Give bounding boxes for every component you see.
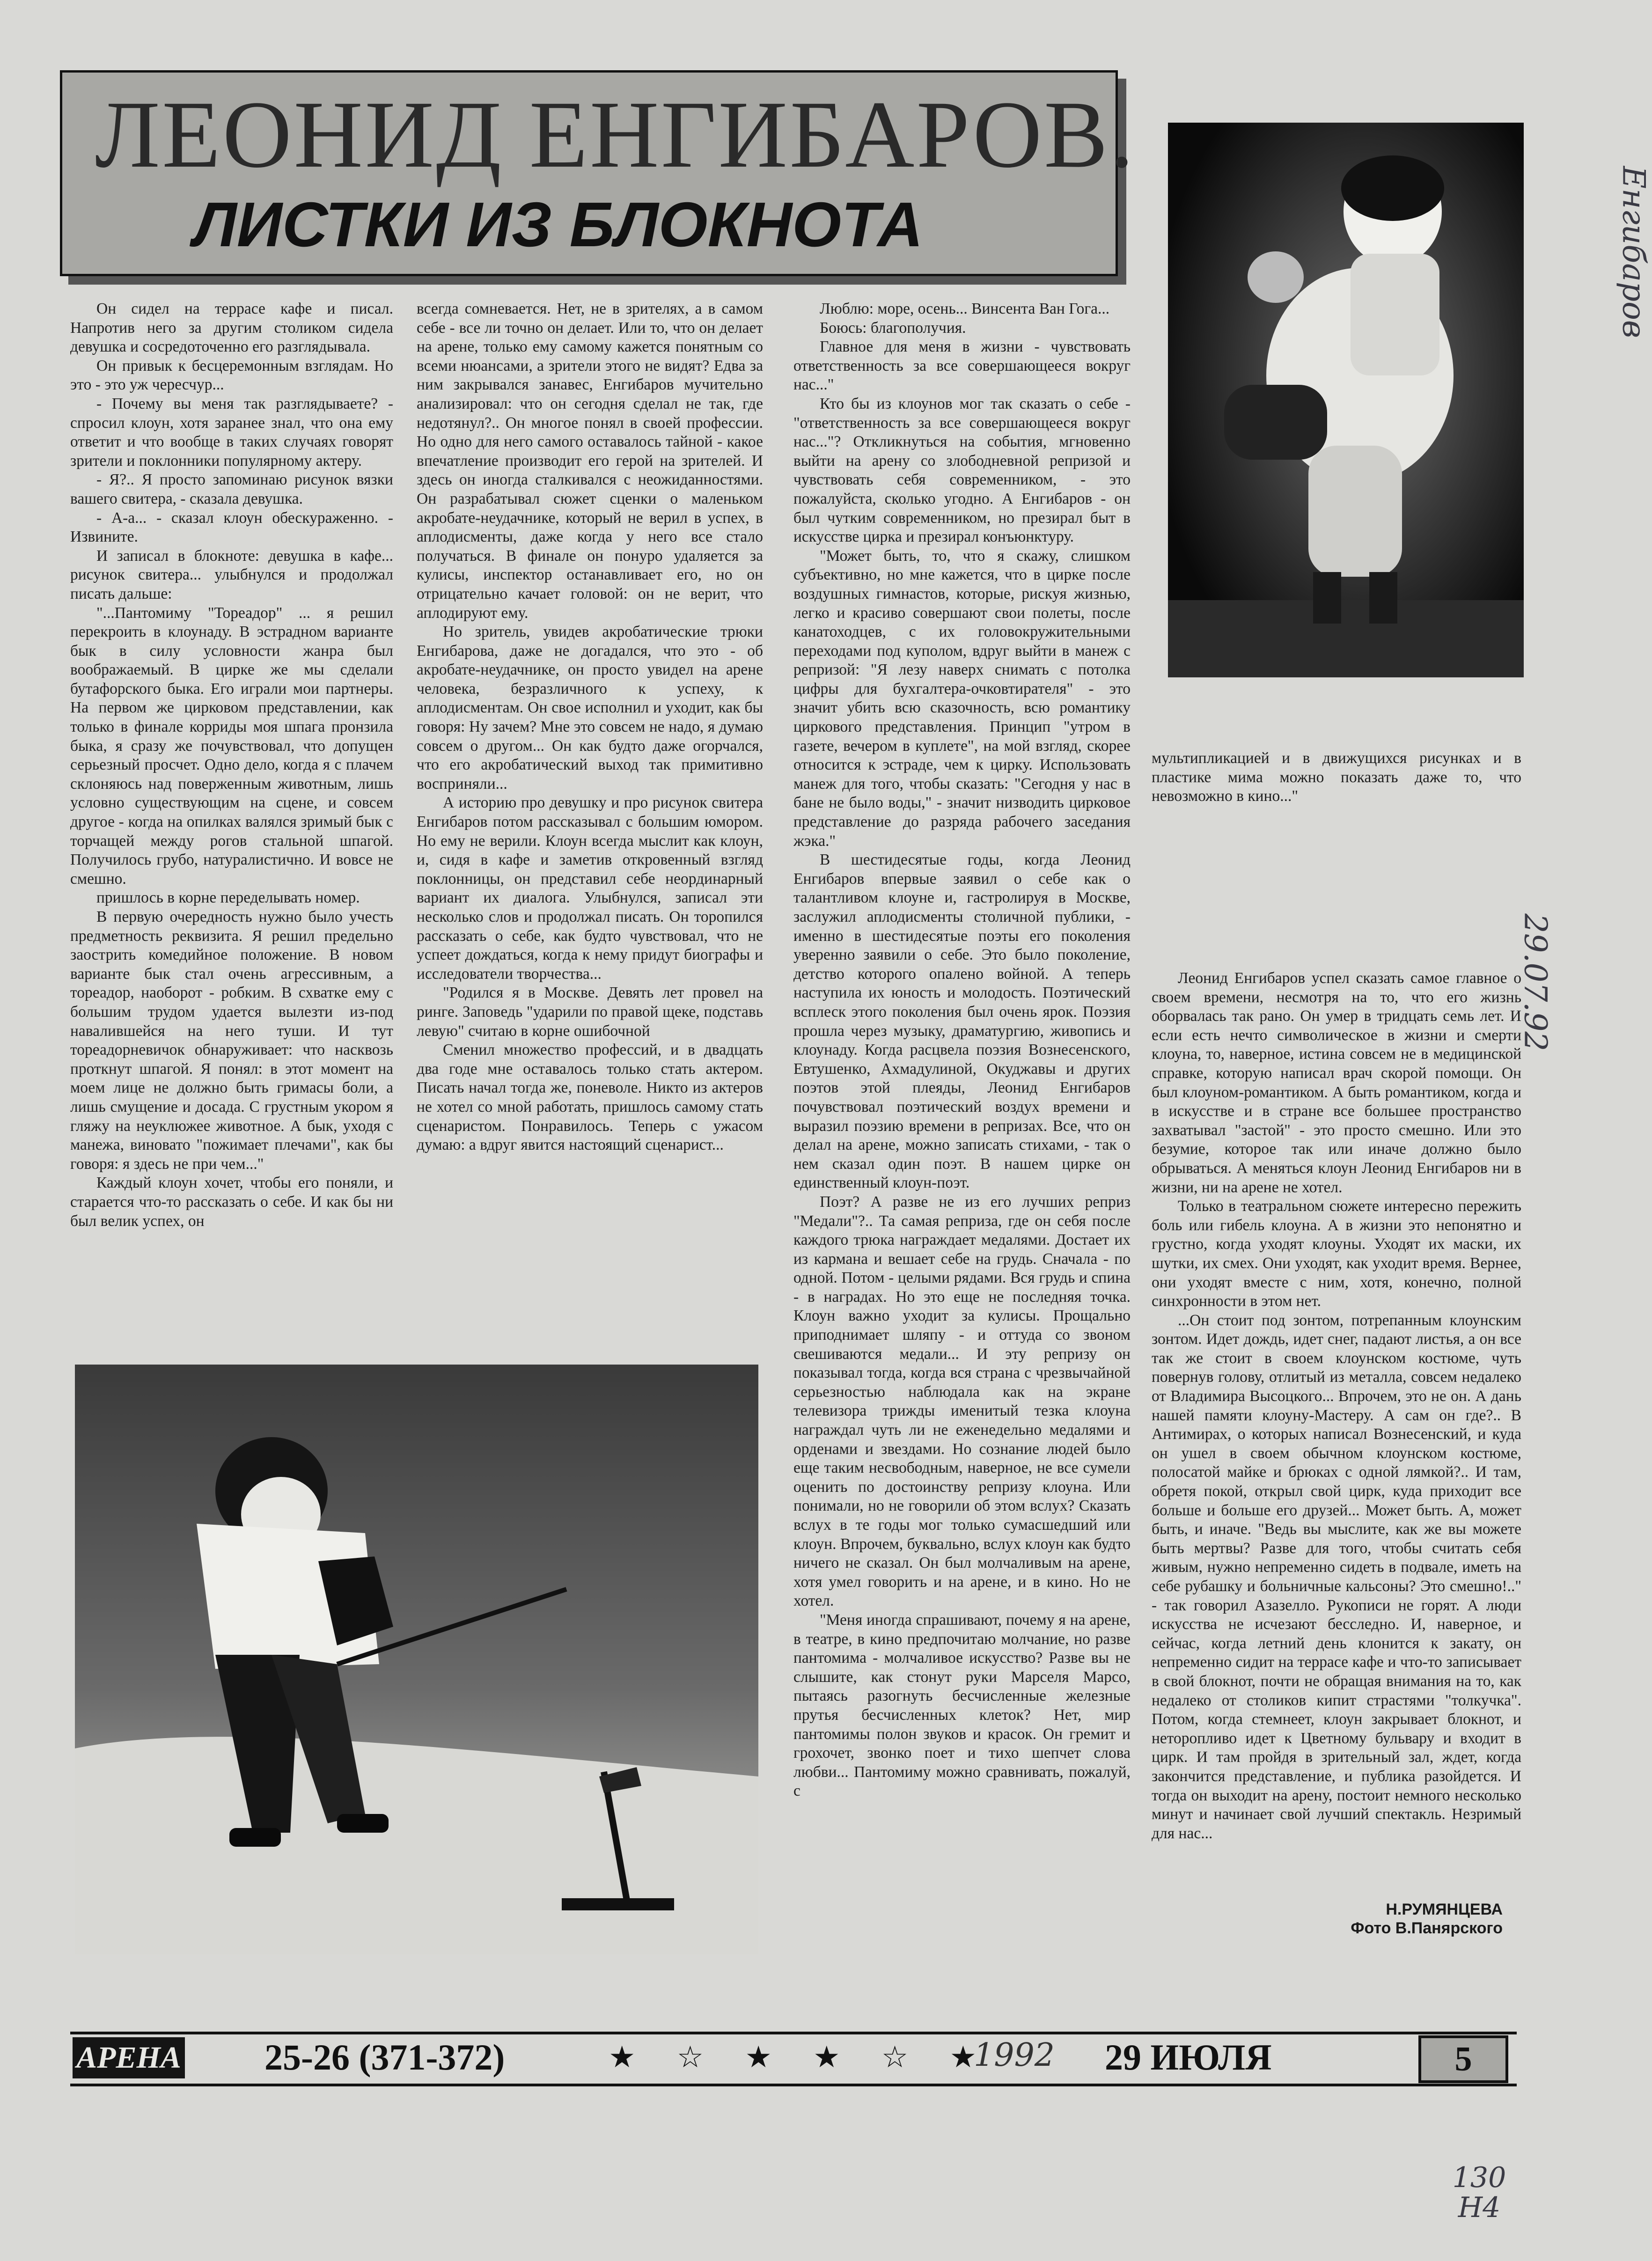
article-paragraph: - А-а... - сказал клоун обескураженно. - Извините. (70, 509, 393, 546)
photo-clowns-acrobatics (1168, 123, 1524, 677)
article-paragraph: - Я?.. Я просто запоминаю рисунок вязки вашего свитера, - сказала девушка. (70, 471, 393, 507)
article-paragraph: "Меня иногда спрашивают, почему я на арене, в театре, в кино предпочитаю молчание, но разве пантомима - молчаливое искусство? Разве вы не слышите, как стонут руки Марселя Марсо, пытаясь разогнуть бесчисленные железные прутья бесчисленных клеток? Нет, мир пантомимы полон звуков и красок. Он гремит и грохочет, звонко поет и тихо шепчет слова любви... Пантомиму можно сравнивать, пожалуй, с (793, 1611, 1131, 1800)
headline-title: ЛЕОНИД ЕНГИБАРОВ. (95, 81, 1136, 188)
article-paragraph: Боюсь: благополучия. (820, 319, 966, 337)
article-paragraph: "...Пантомиму "Тореадор" ... я решил перекроить в клоунаду. В эстрадном варианте бык в силу условности жанра был воображаемый. В цирке же мы сделали бутафорского быка. Его играли мои партнеры. На первом же цирковом представлении, как только в финале корриды моя шпага пронзила быка, я сразу же почувствовал, что допущен серьезный просчет. Одно дело, когда я с плачем склоняюсь над поверженным животным, лишь условно существующим на сцене, и совсем другое - когда на опилках валялся зримый бык с торчащей между рогов стальной шпагой. Получилось грубо, натуралистично. И вовсе не смешно. (70, 604, 393, 888)
article-paragraph: Каждый клоун хочет, чтобы его поняли, и старается что-то рассказать о себе. И как бы ни был велик успех, он (70, 1174, 393, 1230)
headline-box (60, 70, 1136, 276)
issue-number: 25-26 (371-372) (264, 2037, 505, 2077)
article-paragraph: Только в театральном сюжете интересно пережить боль или гибель клоуна. А в жизни это непонятно и грустно, когда уходят клоуны. Уходят их маски, их шутки, их смех. Они уходят, как уходит время. Вернее, они уходят вместе с ним, хотя, конечно, полной синхронности в этом нет. (1152, 1197, 1521, 1310)
article-paragraph: А историю про девушку и про рисунок свитера Енгибаров потом рассказывал с большим юмором. Но ему не верили. Клоун всегда мыслит как клоун, и, сидя в кафе и заметив откровенный взгляд поклонницы, он представил себе неординарный вариант их диалога. Улыбнулся, записал эти несколько слов и продолжал писать. Он торопился рассказать о себе, как будто чувствовал, что не успеет дождаться, когда к нему придут биографы и исследователи творчества... (417, 794, 763, 983)
article-paragraph: Кто бы из клоунов мог так сказать о себе - "ответственность за все совершающееся вокруг нас..."? Откликнуться на события, мгновенно выйти на арену со злободневной репризой и чувствовать себя современником, - это пожалуйста, сколько угодно. А Енгибаров - он был чутким современником, но презирал быт в искусстве цирка и презирал конъюнктуру. (793, 395, 1131, 546)
page-number: 5 (1418, 2035, 1508, 2083)
article-paragraph: Сменил множество профессий, и в двадцать два годе мне оставалось только стать актером. Писать начал тогда же, поневоле. Никто из актеров не хотел со мной работать, пришлось самому стать сценаристом. Понравилось. Теперь с ужасом думаю: а вдруг явится настоящий сценарист... (417, 1041, 763, 1154)
handwritten-margin-note: Енгибаров (1615, 166, 1652, 338)
article-paragraph: Главное для меня в жизни - чувствовать ответственность за все совершающееся вокруг нас..." (793, 338, 1131, 394)
author-credit: Н.РУМЯНЦЕВА (1386, 1901, 1503, 1918)
photo-clown-sword (75, 1365, 758, 1954)
issue-date: 29 ИЮЛЯ (1105, 2037, 1272, 2077)
article-column-1 (70, 300, 393, 1306)
article-column-4-top (1152, 749, 1521, 974)
arena-logo: АРЕНА (73, 2037, 185, 2078)
article-column-3 (793, 300, 1131, 1975)
article-paragraph: В первую очередность нужно было учесть предметность реквизита. Я решил предельно заострить комедийное положение. В новом варианте бык стал очень агрессивным, а тореадор, наоборот - робким. В схватке ему с большим трудом удается вылезти из-под навалившейся на него туши. И тут тореадорневичок обнаруживает: что насквозь проткнут шпагой. Я понял: в этот момент на моем лице не должно быть гримасы боли, а лишь смущение и досада. С грустным укором я гляжу на неуклюжее животное. А бык, уходя с манежа, виновато "пожимает плечами", как бы говоря: я здесь не при чем..." (70, 908, 393, 1173)
article-paragraph: Поэт? А разве не из его лучших реприз "Медали"?.. Та самая реприза, где он себя после каждого трюка награждает медалями. Достает их из кармана и вешает себе на грудь. Сначала - по одной. Потом - целыми рядами. Вся грудь и спина - в наградах. Но это еще не последняя точка. Клоун важно уходит за кулисы. Прощально приподнимает шляпу - и оттуда со звоном свешиваются медали... И эту репризу он показывал тогда, когда вся страна с чрезвычайной серьезностью наблюдала как на экране телевизора трижды именитый тезка клоуна награждал чуть ли не еженедельно медалями и орденами и звездами. Но сознание людей было еще таким несвободным, наверное, не все сумели оценить по достоинству репризу клоуна. Или понимали, но не говорили об этом вслух? Сказать вслух в те годы мог только сумасшедший или клоун. Впрочем, буквально, вслух клоун как будто ничего не сказал. Он был молчаливым на арене, хотя умел говорить и на арене, и в кино. Но не хотел. (793, 1193, 1131, 1610)
handwritten-year: 1992 (974, 2037, 1055, 2074)
article-paragraph: "Может быть, то, что я скажу, слишком субъективно, но мне кажется, что в цирке после воздушных гимнастов, которые, рискуя жизнью, легко и красиво совершают свои полеты, после канатоходцев, с их головокружительными переходами под куполом, вдруг выйти в манеж с репризой: "Я лезу наверх снимать с потолка цифры для бухгалтера-очковтирателя" - это значит убить всю сказочность, всю романтику циркового представления. Принцип "утром в газете, вечером в куплете", на мой взгляд, скорее относится к эстраде, чем к цирку. Использовать манеж для того, чтобы сказать: "Сегодня у нас в бане не было воды," - значит низводить цирковое представление до разряда рабочего заседания жэка." (793, 547, 1131, 850)
handwritten-date-note: 29.07.92 (1517, 913, 1554, 1051)
article-paragraph: "Родился я в Москве. Девять лет провел на ринге. Заповедь "ударили по правой щеке, подставь левую" считаю в корне ошибочной (417, 984, 763, 1040)
handwritten-page-note: 130 Н4 (1452, 2161, 1506, 2224)
article-column-4 (1152, 969, 1521, 1915)
article-paragraph: мультипликацией и в движущихся рисунках и в пластике мима можно показать даже то, что невозможно в кино..." (1152, 749, 1521, 805)
article-paragraph: И записал в блокноте: девушка в кафе... рисунок свитера... улыбнулся и продолжал писать дальше: (70, 547, 393, 602)
stars-ornament: ★ ☆ ★ ★ ☆ ★ (609, 2040, 992, 2075)
headline-subtitle: ЛИСТКИ ИЗ БЛОКНОТА (193, 189, 923, 260)
article-paragraph: пришлось в корне переделывать номер. (96, 889, 360, 907)
article-paragraph: Он привык к бесцеремонным взглядам. Но это - это уж чересчур... (70, 357, 393, 394)
photo-credit: Фото В.Панярского (1351, 1919, 1503, 1937)
article-paragraph: ...Он стоит под зонтом, потрепанным клоунским зонтом. Идет дождь, идет снег, падают листья, а он все так же стоит в своем клоунском костюме, чуть повернув голову, отлитый из металла, совсем недалеко от Владимира Высоцкого... Впрочем, это не он. А дань нашей памяти клоуну-Мастеру. А сам он где?.. В Антимирах, о которых написал Вознесенский, и куда он ушел в своем обычном клоунском костюме, полосатой майке и брюках с одной лямкой?.. И там, обретя покой, открыл свой цирк, куда приходит все больше и больше его друзей... Может быть. А, может быть, и иначе. "Ведь вы мыслите, как же вы можете быть мертвы? Разве для того, чтобы считать себя живым, нужно непременно сидеть в подвале, иметь на себе рубашку и больничные кальсоны? Это смешно!.." - так говорил Азазелло. Рукописи не горят. А люди искусства не исчезают бесследно. И, наверное, и сейчас, когда летний день клонится к закату, он непременно сидит на террасе кафе и что-то записывает в свой блокнот, почти не обращая внимания на то, как недалеко от столиков кипит страстями "толкучка". Потом, когда стемнеет, клоун закрывает блокнот, и неторопливо идет к Цветному бульвару и входит в цирк. И там пройдя в зрительный зал, ждет, когда закончится представление, и публика разойдется. И тогда он выходит на арену, постоит немного несколько минут и начинает свой лучший спектакль. Незримый для нас... (1152, 1311, 1521, 1842)
article-paragraph: Но зритель, увидев акробатические трюки Енгибарова, даже не догадался, что это - об акробате-неудачнике, он просто увидел на арене человека, безразличного к успеху, к аплодисментам. Он свое исполнил и уходит, как бы говоря: Ну зачем? Мне это совсем не надо, я думаю совсем о другом... Он как будто даже огорчался, что его акробатический выход так примитивно восприняли... (417, 623, 763, 793)
article-paragraph: - Почему вы меня так разглядываете? - спросил клоун, хотя заранее знал, что она ему ответит и что вообще в таких случаях говорят зрители и поклонники популярному актеру. (70, 395, 393, 470)
article-paragraph: всегда сомневается. Нет, не в зрителях, а в самом себе - все ли точно он делает. Или то, что он делает на арене, только ему самому кажется понятным со всеми нюансами, а зрители этого не видят? Едва за ним закрывался занавес, Енгибаров мучительно анализировал: что он сегодня сделал не так, где недотянул?.. Он многое понял в своей профессии. Но одно для него самого оставалось тайной - какое впечатление производит его герой на зрителей. И здесь он иногда сталкивался с неожиданностями. Он разрабатывал сюжет сценки о маленьком акробате-неудачнике, который не верил в успех, в аплодисменты, даже когда у него все стало получаться. В финале он понуро удаляется за кулисы, инспектор останавливает его, но он отрицательно качает головой: он не верит, что аплодируют ему. (417, 300, 763, 622)
article-paragraph: В шестидесятые годы, когда Леонид Енгибаров впервые заявил о себе как о талантливом клоуне и, гастролируя в Москве, заслужил аплодисменты столичной публики, - именно в шестидесятые поэты его поколения уверенно заявили о себе. Это было поколение, детство которого опалено войной. А теперь наступила их юность и молодость. Поэтический всплеск этого поколения был очень ярок. Поэзия прошла через музыку, драматургию, живопись и клоунаду. Когда расцвела поэзия Вознесенского, Евтушенко, Ахмадулиной, Окуджавы и других поэтов этой плеяды, Леонид Енгибаров почувствовал поэтический воздух времени и выразил поэзию времени в репризах. Все, что он делал на арене, можно записать стихами, - так о нем сказал один поэт. В нашем цирке он единственный клоун-поэт. (793, 851, 1131, 1192)
article-paragraph: Он сидел на террасе кафе и писал. Напротив него за другим столиком сидела девушка и сосредоточенно его разглядывала. (70, 300, 393, 356)
article-paragraph: Леонид Енгибаров успел сказать самое главное о своем времени, несмотря на то, что его жизнь оборвалась так рано. Он умер в тридцать семь лет. И если есть нечто символическое в жизни и смерти клоуна, то, наверное, истина совсем не в медицинской справке, которую написал врач скорой помощи. Он был клоуном-романтиком. А быть романтиком, когда и в искусстве и в стране все большее пространство захватывал "застой" - это просто смешно. Или это безумие, которое так или иначе должно было обрываться. А меняться клоун Леонид Енгибаров ни в жизни, ни на арене не хотел. (1152, 969, 1521, 1196)
article-column-2 (417, 300, 763, 1329)
article-paragraph: Люблю: море, осень... Винсента Ван Гога... (820, 300, 1110, 317)
